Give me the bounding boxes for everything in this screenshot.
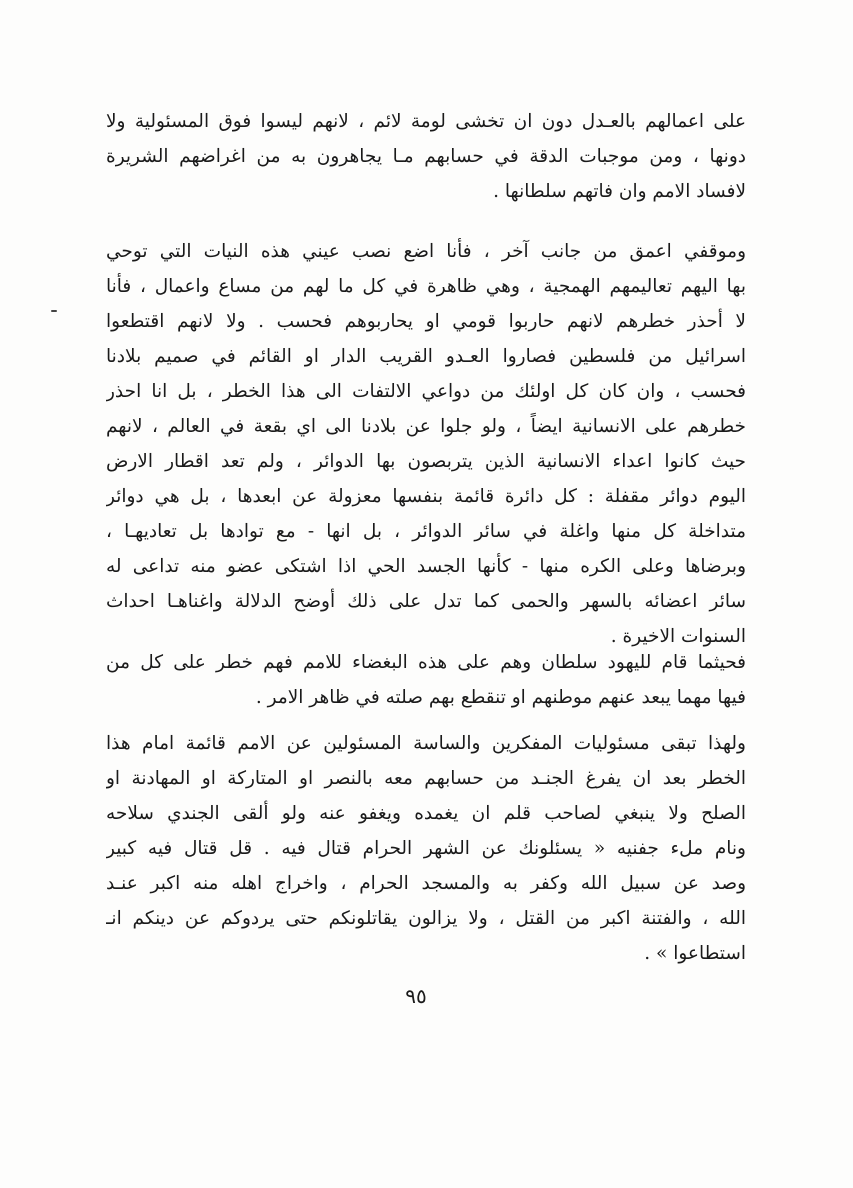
paragraph-line: على اعمالهم بالعـدل دون ان تخشى لومة لائم ، لانهم ليسوا فوق المسئولية ولا	[106, 111, 746, 132]
paragraph-line: خطرهم على الانسانية ايضاً ، ولو جلوا عن بلادنا الى اي بقعة في العالم ، لانهم	[106, 416, 746, 437]
paragraph-line: فحسب ، وان كان كل اولئك من دواعي الالتفات الى هذا الخطر ، بل انا احذر	[106, 381, 746, 402]
paragraph-line: وبرضاها وعلى الكره منها - كأنها الجسد الحي اذا اشتكى عضو منه تداعى له	[106, 556, 746, 577]
paragraph-line: السنوات الاخيرة .	[610, 626, 746, 647]
paragraph-line: سائر اعضائه بالسهر والحمى كما تدل على ذلك أوضح الدلالة واغناهـا احداث	[106, 591, 746, 612]
paragraph-line: لا أحذر خطرهم لانهم حاربوا قومي او يحاربوهم فحسب . ولا لانهم اقتطعوا	[106, 311, 746, 332]
paragraph-line: وصد عن سبيل الله وكفر به والمسجد الحرام ، واخراج اهله منه اكبر عنـد	[106, 873, 746, 894]
paragraph-line: دونها ، ومن موجبات الدقة في حسابهم مـا يجاهرون به من اغراضهم الشريرة	[106, 146, 746, 167]
paragraph-line: بها اليهم تعاليمهم الهمجية ، وهي ظاهرة في كل ما لهم من مساع واعمال ، فأنا	[106, 276, 746, 297]
paragraph-3	[106, 645, 746, 715]
paragraph-line: ونام ملء جفنيه « يسئلونك عن الشهر الحرام قتال فيه . قل قتال فيه كبير	[106, 838, 746, 859]
paragraph-line: حيث كانوا اعداء الانسانية الذين يتربصون بها الدوائر ، ولم تعد اقطار الارض	[106, 451, 746, 472]
paragraph-line: فحيثما قام لليهود سلطان وهم على هذه البغضاء للامم فهم خطر على كل من	[106, 652, 746, 673]
paragraph-line: فيها مهما يبعد عنهم موطنهم او تنقطع بهم صلته في ظاهر الامر .	[255, 687, 746, 708]
paragraph-line: لافساد الامم وان فاتهم سلطانها .	[493, 181, 746, 202]
paragraph-line: اليوم دوائر مقفلة : كل دائرة قائمة بنفسها معزولة عن ابعدها ، بل هي دوائر	[106, 486, 746, 507]
paragraph-line: متداخلة كل منها واغلة في سائر الدوائر ، بل انها - مع توادها بل تعاديهـا ،	[106, 521, 746, 542]
paragraph-line: الخطر بعد ان يفرغ الجنـد من حسابهم معه بالنصر او المتاركة او المهادنة او	[106, 768, 746, 789]
paragraph-2	[106, 234, 746, 654]
page-number: ٩٥	[405, 984, 427, 1008]
margin-mark	[51, 310, 57, 312]
paragraph-line: الله ، والفتنة اكبر من القتل ، ولا يزالون يقاتلونكم حتى يردوكم عن دينكم انـ	[106, 908, 746, 929]
paragraph-line: الصلح ولا ينبغي لصاحب قلم ان يغمده ويغفو عنه ولو ألقى الجندي سلاحه	[106, 803, 746, 824]
paragraph-1	[106, 104, 746, 209]
paragraph-line: استطاعوا » .	[644, 943, 746, 964]
paragraph-line: وموقفي اعمق من جانب آخر ، فأنا اضع نصب عيني هذه النيات التي توحي	[106, 241, 746, 262]
paragraph-line: ولهذا تبقى مسئوليات المفكرين والساسة المسئولين عن الامم قائمة امام هذا	[106, 733, 746, 754]
paragraph-4	[106, 726, 746, 971]
paragraph-line: اسرائيل من فلسطين فصاروا العـدو القريب الدار او القائم في صميم بلادنا	[106, 346, 746, 367]
